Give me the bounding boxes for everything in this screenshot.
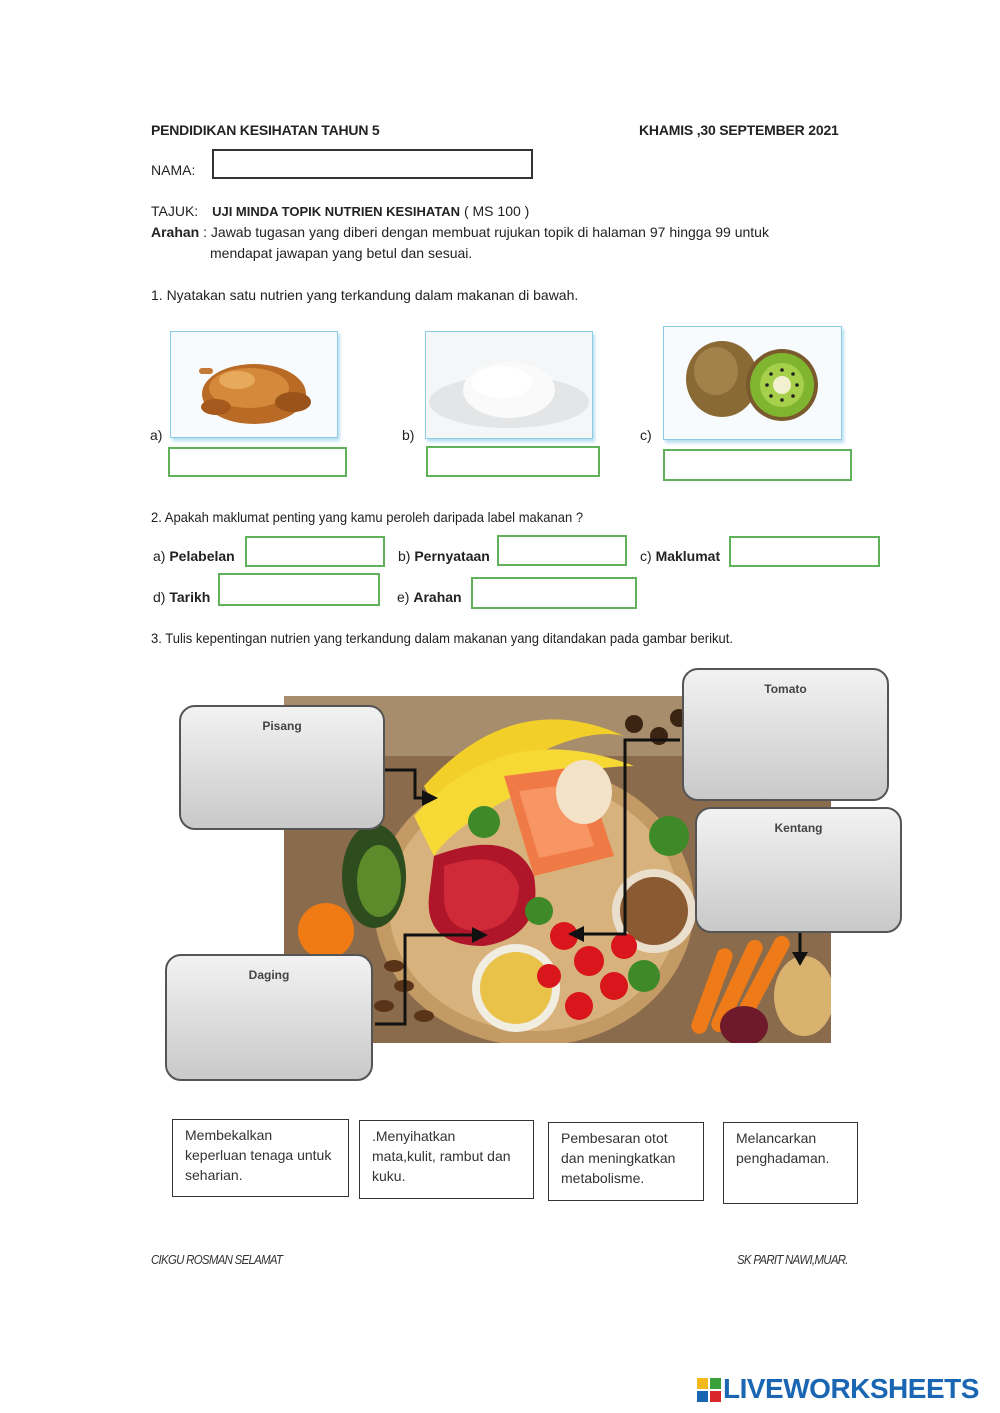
q2-answer-c[interactable] [729,536,880,567]
footer-teacher: CIKGU ROSMAN SELAMAT [151,1252,283,1267]
answer-card-4[interactable]: Melancarkan penghadaman. [723,1122,858,1204]
q2-label-a [153,548,235,564]
subject-title: PENDIDIKAN KESIHATAN TAHUN 5 [151,122,380,138]
callout-kentang[interactable] [695,807,902,933]
q2-term-d: Tarikh [169,589,211,605]
callout-daging[interactable] [165,954,373,1081]
q2-prefix-c: c) [640,548,656,564]
q1-answer-c[interactable] [663,449,852,481]
q2-label-b [398,548,490,564]
q2-answer-b[interactable] [497,535,627,566]
q1-label-c: c) [640,427,652,443]
arrow-tomato [580,740,680,934]
roast-chicken-image [170,331,338,438]
q2-label-e [397,589,462,605]
arrow-daging [375,935,475,1024]
liveworksheets-brand[interactable]: LIVEWORKSHEETS [723,1373,979,1404]
callout-kentang-label: Kentang [774,821,823,835]
liveworksheets-logo-icon [697,1378,721,1402]
arrowhead-tomato [568,926,584,942]
q3-text: 3. Tulis kepentingan nutrien yang terkandung dalam makanan yang ditandakan pada gambar berikut. [151,630,733,646]
topic-line [151,203,529,219]
q2-answer-a[interactable] [245,536,385,567]
q2-prefix-d: d) [153,589,170,605]
name-label: NAMA: [151,162,196,178]
name-input[interactable] [212,149,533,179]
arrowhead-daging [472,927,488,943]
q2-prefix-b: b) [398,548,415,564]
arrowhead-pisang [422,790,438,806]
answer-card-1[interactable]: Membekalkan keperluan tenaga untuk seharian. [172,1119,349,1197]
instruction-text-1: : Jawab tugasan yang diberi dengan membuat rujukan topik di halaman 97 hingga 99 untuk [203,224,769,240]
q2-answer-d[interactable] [218,573,380,606]
white-rice-image [425,331,593,439]
q2-term-b: Pernyataan [414,548,490,564]
arrow-pisang [385,770,425,798]
date-label: KHAMIS ,30 SEPTEMBER 2021 [639,122,839,138]
q2-text: 2. Apakah maklumat penting yang kamu peroleh daripada label makanan ? [151,509,584,525]
q2-prefix-a: a) [153,548,170,564]
q2-label-d [153,589,210,605]
instruction-label: Arahan [151,224,200,240]
kiwi-fruit-image [663,326,842,440]
answer-card-2[interactable]: .Menyihatkan mata,kulit, rambut dan kuku. [359,1120,534,1199]
callout-tomato[interactable] [682,668,889,801]
arrowhead-kentang [792,952,808,966]
q2-answer-e[interactable] [471,577,637,609]
q1-label-b: b) [402,427,415,443]
callout-pisang[interactable] [179,705,385,830]
instruction-text-2: mendapat jawapan yang betul dan sesuai. [210,245,473,261]
callout-daging-label: Daging [248,968,290,982]
topic-title: UJI MINDA TOPIK NUTRIEN KESIHATAN [212,204,461,219]
q2-term-a: Pelabelan [169,548,235,564]
topic-label: TAJUK: [151,203,199,219]
instruction-line1 [151,224,851,240]
answer-card-3[interactable]: Pembesaran otot dan meningkatkan metabolisme. [548,1122,704,1201]
q1-text: 1. Nyatakan satu nutrien yang terkandung dalam makanan di bawah. [151,287,579,303]
q2-term-e: Arahan [413,589,462,605]
q1-label-a: a) [150,427,163,443]
q2-label-c [640,548,720,564]
q1-answer-a[interactable] [168,447,347,477]
q2-term-c: Maklumat [655,548,721,564]
footer-school: SK PARIT NAWI,MUAR. [737,1252,848,1267]
q2-prefix-e: e) [397,589,414,605]
topic-page: ( MS 100 ) [460,203,530,219]
callout-pisang-label: Pisang [262,719,302,733]
q1-answer-b[interactable] [426,446,600,477]
callout-tomato-label: Tomato [764,682,807,696]
